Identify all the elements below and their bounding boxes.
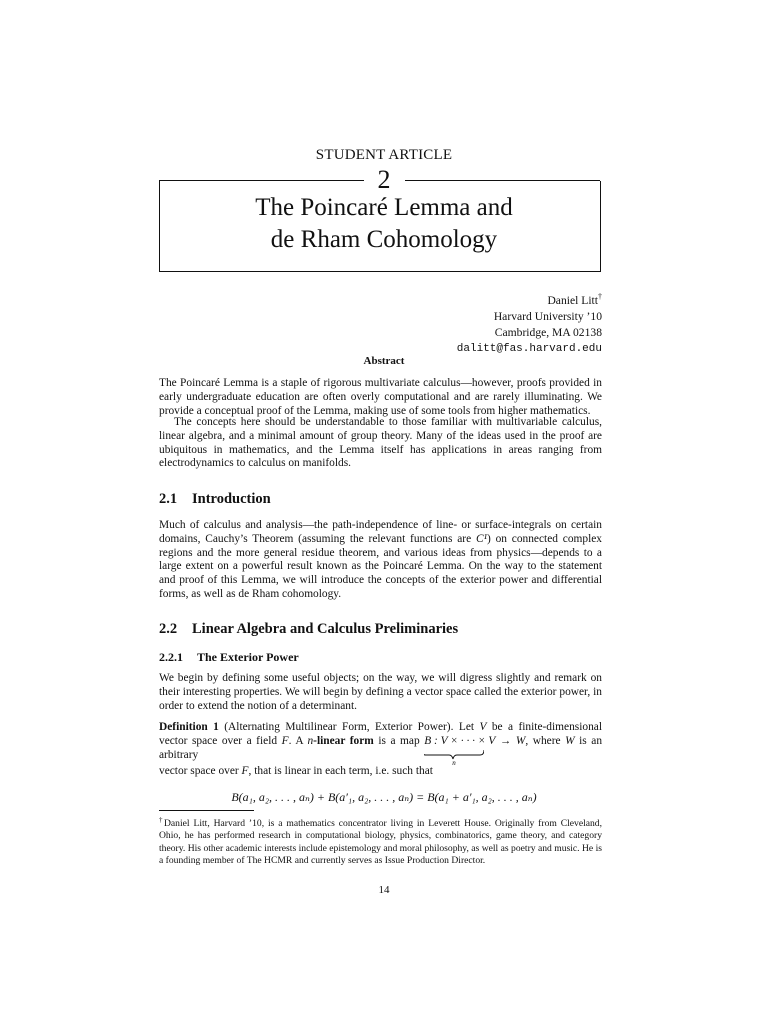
definition-continuation: vector space over F, that is linear in each term, i.e. such that xyxy=(159,765,433,777)
author-footnote: †Daniel Litt, Harvard ’10, is a mathematics concentrator living in Leverett House. Originally from Cleveland, Ohio, he has performed research in computational biology, physics, combinatorics, game theory, and category theory. His other academic interests include epistemology and moral philosophy, as well as poetry and music. He is a founding member of The HCMR and currently serves as Issue Production Director. xyxy=(159,816,603,866)
section-heading-preliminaries xyxy=(159,621,458,638)
equation-multilinearity: B(a₁, a₂, . . . , aₙ) + B(a′₁, a₂, . . . , aₙ) = B(a₁ + a′₁, a₂, . . . , aₙ) xyxy=(231,790,537,804)
title-line-1: The Poincaré Lemma and xyxy=(255,194,513,221)
footnote-mark: † xyxy=(159,816,164,824)
chapter-number: 2 xyxy=(0,165,768,195)
author-footnote-mark: † xyxy=(598,292,602,301)
introduction-paragraph: Much of calculus and analysis—the path-independence of line- or surface-integrals on certain domains, Cauchy’s Theorem (assuming the relevant functions are C¹) on connected complex regions and the more general residue theorem, and various ideas from physics—depends to a large extent on a powerful result known as the Poincaré Lemma. On the way to the statement and proof of this Lemma, we will introduce the concepts of the exterior power and differential forms, as well as de Rham cohomology. xyxy=(159,519,602,600)
section-number: 2.2 xyxy=(159,621,178,637)
author-name: Daniel Litt† xyxy=(547,292,602,307)
article-title xyxy=(0,192,768,256)
underbrace-icon xyxy=(424,747,484,765)
author-location: Cambridge, MA 02138 xyxy=(494,325,602,339)
subsection-number: 2.2.1 xyxy=(159,650,183,664)
page-number: 14 xyxy=(378,884,390,896)
author-block xyxy=(457,289,602,357)
definition-term: linear form xyxy=(316,734,374,747)
underbrace-product: B : V × · · · × V n xyxy=(424,735,495,749)
section-title: Linear Algebra and Calculus Preliminaries xyxy=(192,621,459,637)
section-heading-introduction xyxy=(159,491,271,508)
section-number: 2.1 xyxy=(159,491,178,507)
underbrace-subscript: n xyxy=(452,758,456,765)
definition-label: Definition 1 xyxy=(159,721,219,733)
article-kicker: STUDENT ARTICLE xyxy=(315,147,453,163)
footnote-rule xyxy=(159,810,254,811)
abstract-paragraph-2: The concepts here should be understandable to those familiar with multivariable calculus, linear algebra, and a minimal amount of group theory. Many of the ideas used in the proof are ubiquitous in mathematics, and the Lemma itself has applications in areas ranging from electrodynamics to calculus on manifolds. xyxy=(159,416,602,470)
math-c1: C¹ xyxy=(475,532,487,545)
exterior-power-paragraph: We begin by defining some useful objects; on the way, we will digress slightly and remark on their interesting properties. We will begin by defining a vector space called the exterior power, in order to extend the notion of a determinant. xyxy=(159,672,602,712)
abstract-heading: Abstract xyxy=(363,355,405,367)
subsection-heading-exterior-power xyxy=(159,650,299,665)
author-email: dalitt@fas.harvard.edu xyxy=(456,342,602,355)
section-title: Introduction xyxy=(192,491,271,507)
definition-1: Definition 1 (Alternating Multilinear Form, Exterior Power). Let V be a finite-dimensional vector space over a field F. A n-linear form is a map B : V × · · · × V n → W, where W is an arbitrary xyxy=(159,721,603,765)
author-affiliation: Harvard University ’10 xyxy=(493,309,602,323)
title-line-2: de Rham Cohomology xyxy=(270,226,498,253)
abstract-paragraph-1: The Poincaré Lemma is a staple of rigorous multivariate calculus—however, proofs provided in early undergraduate education are often overly computational and are rarely illuminating. We provide a conceptual proof of the Lemma, making use of some tools from higher mathematics. xyxy=(159,377,602,417)
subsection-title: The Exterior Power xyxy=(197,650,299,664)
